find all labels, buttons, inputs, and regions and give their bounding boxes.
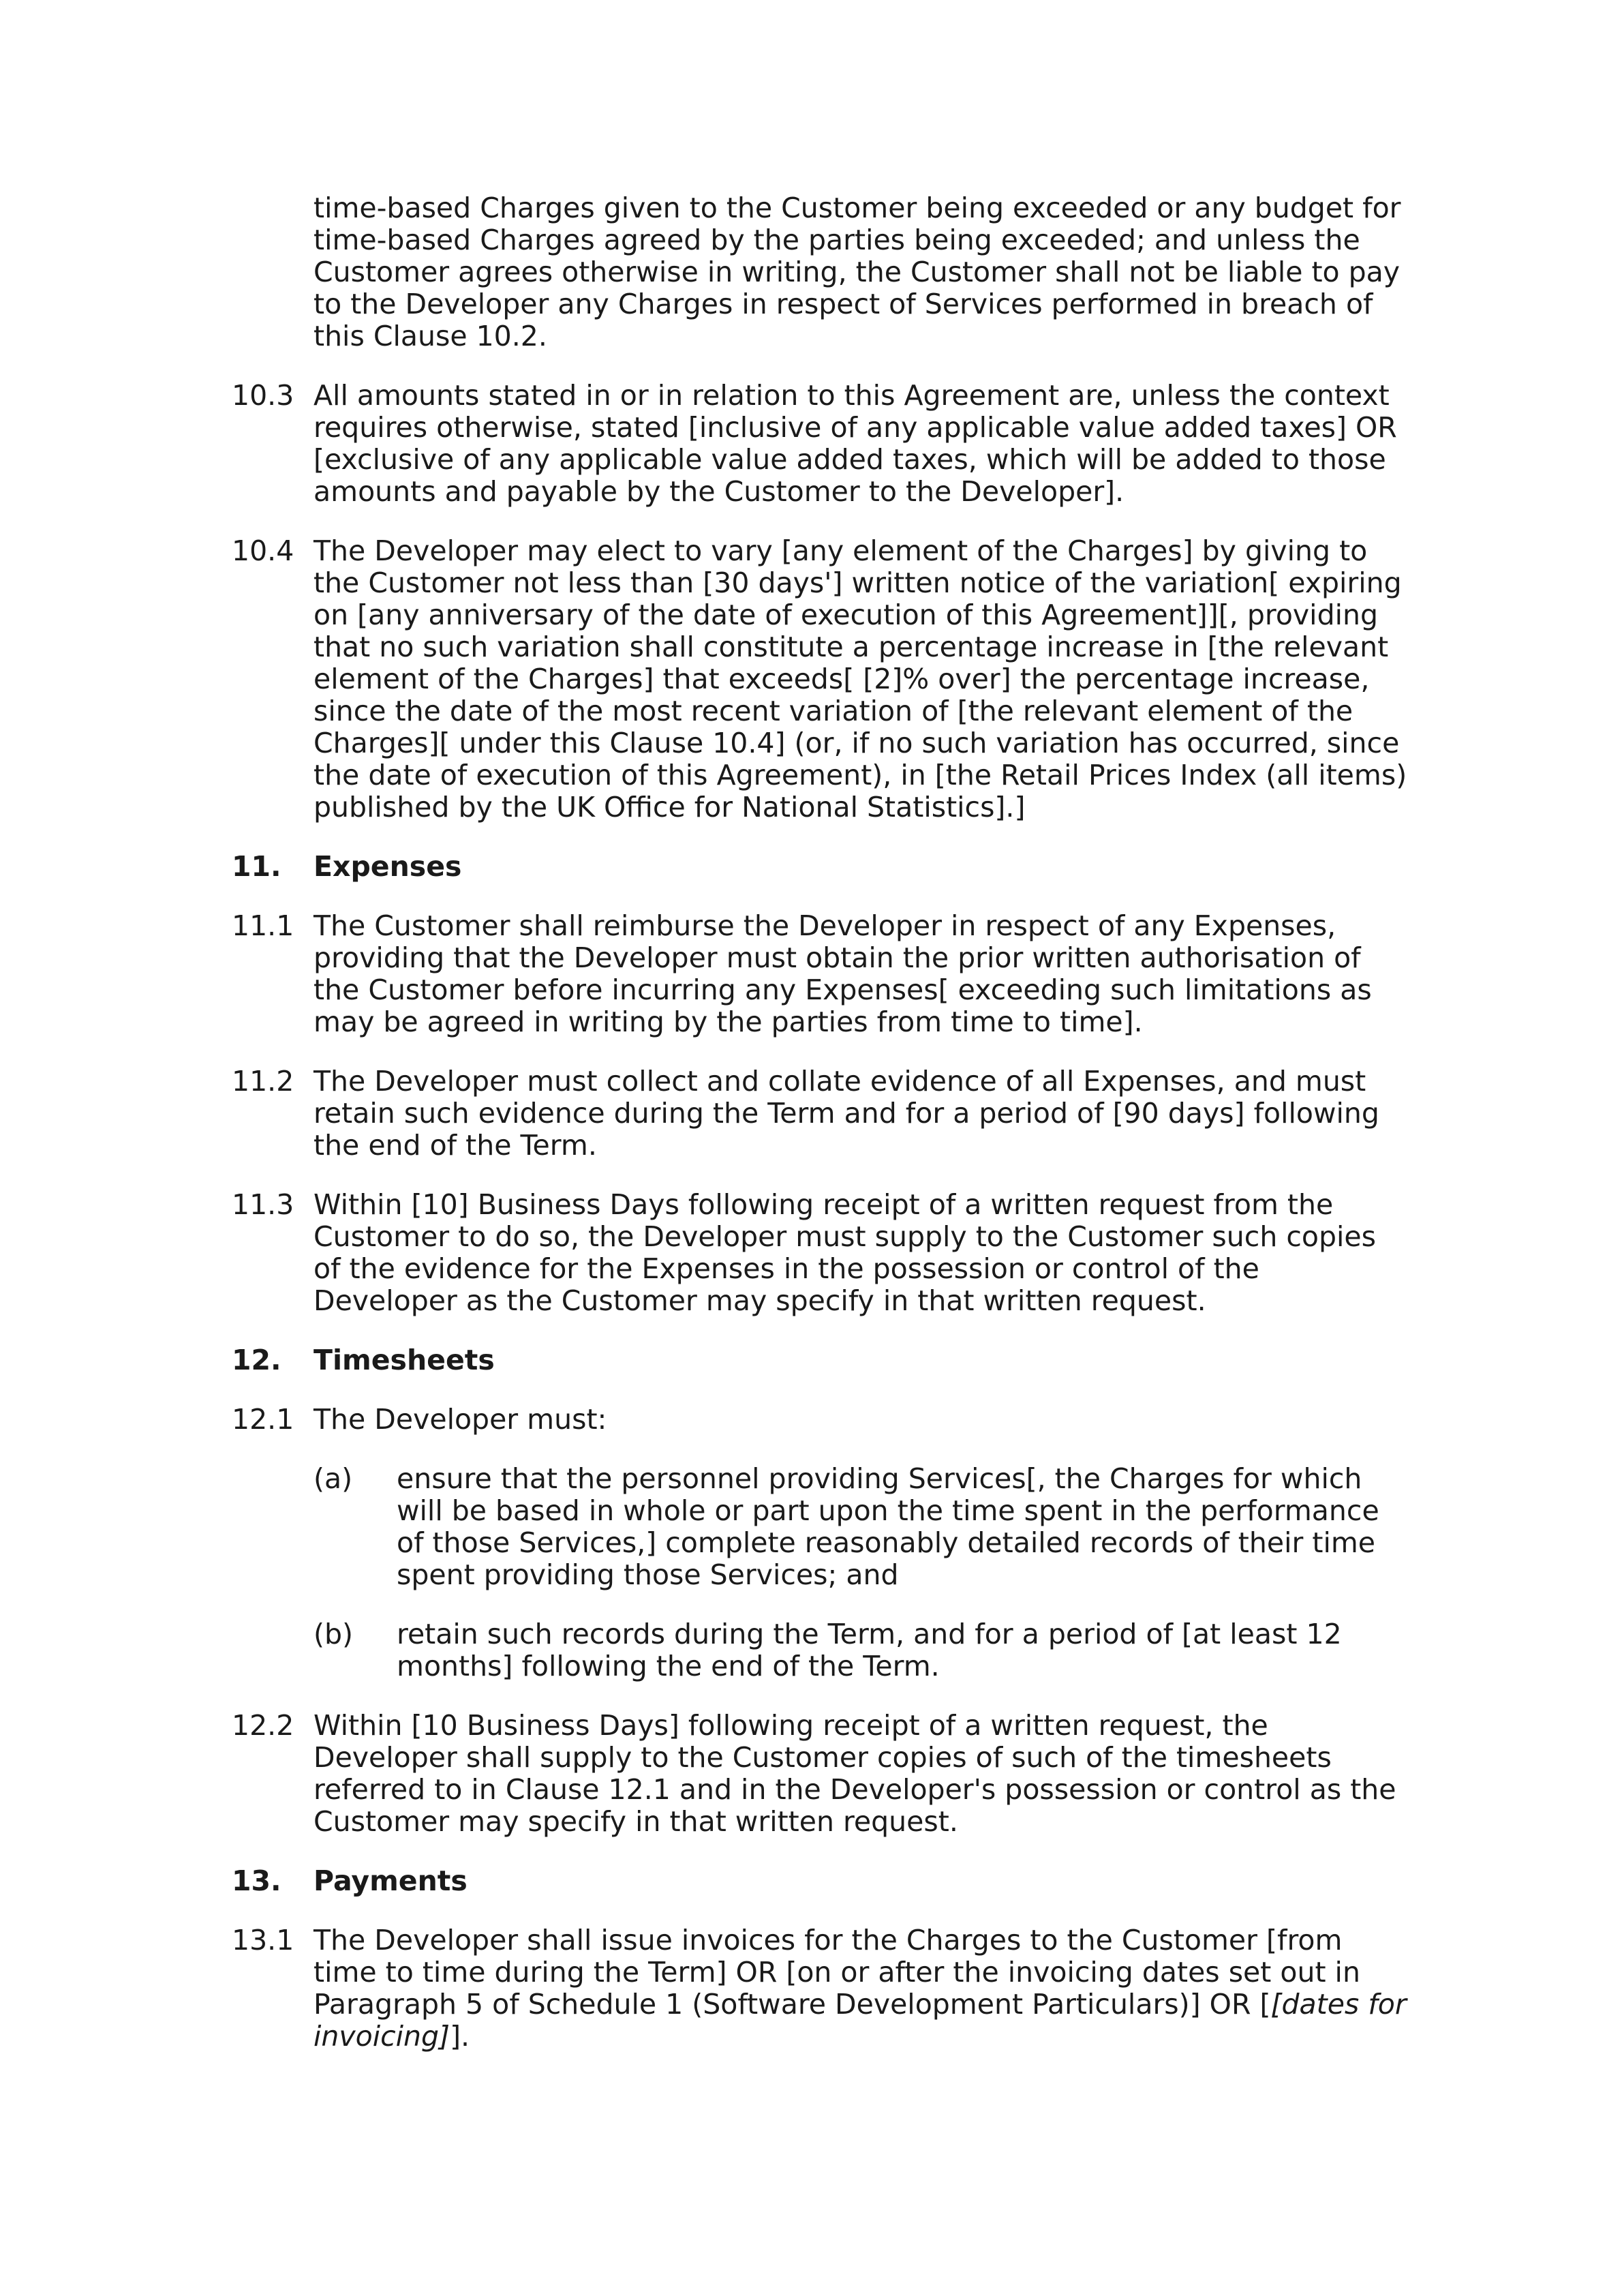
clause-number: 12.2	[232, 1709, 294, 1742]
subclause-text: ensure that the personnel providing Services[, the Charges for which will be based in whole or part upon the time spent in the performance of those Services,] complete reasonably detailed records of their time spent providing those Services; and	[397, 1462, 1379, 1591]
clause-text	[313, 1924, 1407, 2053]
clause-text: All amounts stated in or in relation to this Agreement are, unless the context requires otherwise, stated [inclusive of any applicable value added taxes] OR [exclusive of any applicable value added taxes, which will be added to those amounts and payable by the Customer to the Developer].	[313, 379, 1397, 508]
section-number: 11.	[232, 850, 281, 883]
section-title: Payments	[313, 1864, 468, 1897]
subclause-label: (a)	[313, 1462, 353, 1495]
section-heading-timesheets	[232, 1344, 1407, 1376]
clause-10-2-continuation	[313, 192, 1407, 352]
clause-12-1-b	[313, 1618, 1407, 1682]
clause-text: Within [10 Business Days] following receipt of a written request, the Developer shall supply to the Customer copies of such of the timesheets referred to in Clause 12.1 and in the Developer's possession or control as the Customer may specify in that written request.	[313, 1709, 1396, 1838]
clause-text-tail: ].	[450, 2020, 470, 2053]
clause-number: 10.3	[232, 379, 294, 412]
document-body	[232, 192, 1407, 2053]
clause-11-2	[232, 1066, 1407, 1162]
clause-text: The Developer may elect to vary [any element of the Charges] by giving to the Customer not less than [30 days'] written notice of the variation[ expiring on [any anniversary of the date of execution of this Agreement]][, providing that no such variation shall constitute a percentage increase in [the relevant element of the Charges] that exceeds[ [2]% over] the percentage increase, since the date of the most recent variation of [the relevant element of the Charges][ under this Clause 10.4] (or, if no such variation has occurred, since the date of execution of this Agreement), in [the Retail Prices Index (all items) published by the UK Office for National Statistics].]	[313, 534, 1407, 824]
clause-text: time-based Charges given to the Customer being exceeded or any budget for time-based Charges agreed by the parties being exceeded; and unless the Customer agrees otherwise in writing, the Customer shall not be liable to pay to the Developer any Charges in respect of Services performed in breach of this Clause 10.2.	[313, 192, 1401, 352]
clause-number: 11.2	[232, 1065, 294, 1098]
clause-number: 12.1	[232, 1403, 294, 1436]
section-title: Timesheets	[313, 1344, 495, 1376]
clause-text: The Developer must:	[313, 1403, 607, 1436]
clause-text-placeholder: [dates for invoicing]	[313, 1988, 1407, 2053]
subclause-text: retain such records during the Term, and for a period of [at least 12 months] following the end of the Term.	[397, 1618, 1342, 1682]
section-heading-payments	[232, 1865, 1407, 1897]
clause-10-3	[232, 380, 1407, 508]
section-title: Expenses	[313, 850, 462, 883]
clause-11-1	[232, 910, 1407, 1038]
clause-12-2	[232, 1710, 1407, 1838]
clause-number: 10.4	[232, 534, 294, 567]
clause-text: The Customer shall reimburse the Developer in respect of any Expenses, providing that the Developer must obtain the prior written authorisation of the Customer before incurring any Expenses[ exceeding such limitations as may be agreed in writing by the parties from time to time].	[313, 909, 1372, 1038]
clause-number: 11.1	[232, 909, 294, 942]
clause-text: Within [10] Business Days following receipt of a written request from the Customer to do so, the Developer must supply to the Customer such copies of the evidence for the Expenses in the possession or control of the Developer as the Customer may specify in that written request.	[313, 1188, 1376, 1317]
clause-13-1	[232, 1924, 1407, 2053]
clause-11-3	[232, 1189, 1407, 1317]
section-number: 13.	[232, 1864, 281, 1897]
section-number: 12.	[232, 1344, 281, 1376]
clause-text: The Developer must collect and collate evidence of all Expenses, and must retain such evidence during the Term and for a period of [90 days] following the end of the Term.	[313, 1065, 1379, 1162]
clause-12-1-a	[313, 1463, 1407, 1591]
clause-12-1	[232, 1404, 1407, 1436]
clause-10-4	[232, 535, 1407, 824]
subclause-label: (b)	[313, 1618, 354, 1650]
clause-number: 13.1	[232, 1924, 294, 1957]
section-heading-expenses	[232, 851, 1407, 883]
clause-number: 11.3	[232, 1188, 294, 1221]
clause-text-main: The Developer shall issue invoices for the Charges to the Customer [from time to time during the Term] OR [on or after the invoicing dates set out in Paragraph 5 of Schedule 1 (Software Development Particulars)] OR [	[313, 1924, 1360, 2021]
